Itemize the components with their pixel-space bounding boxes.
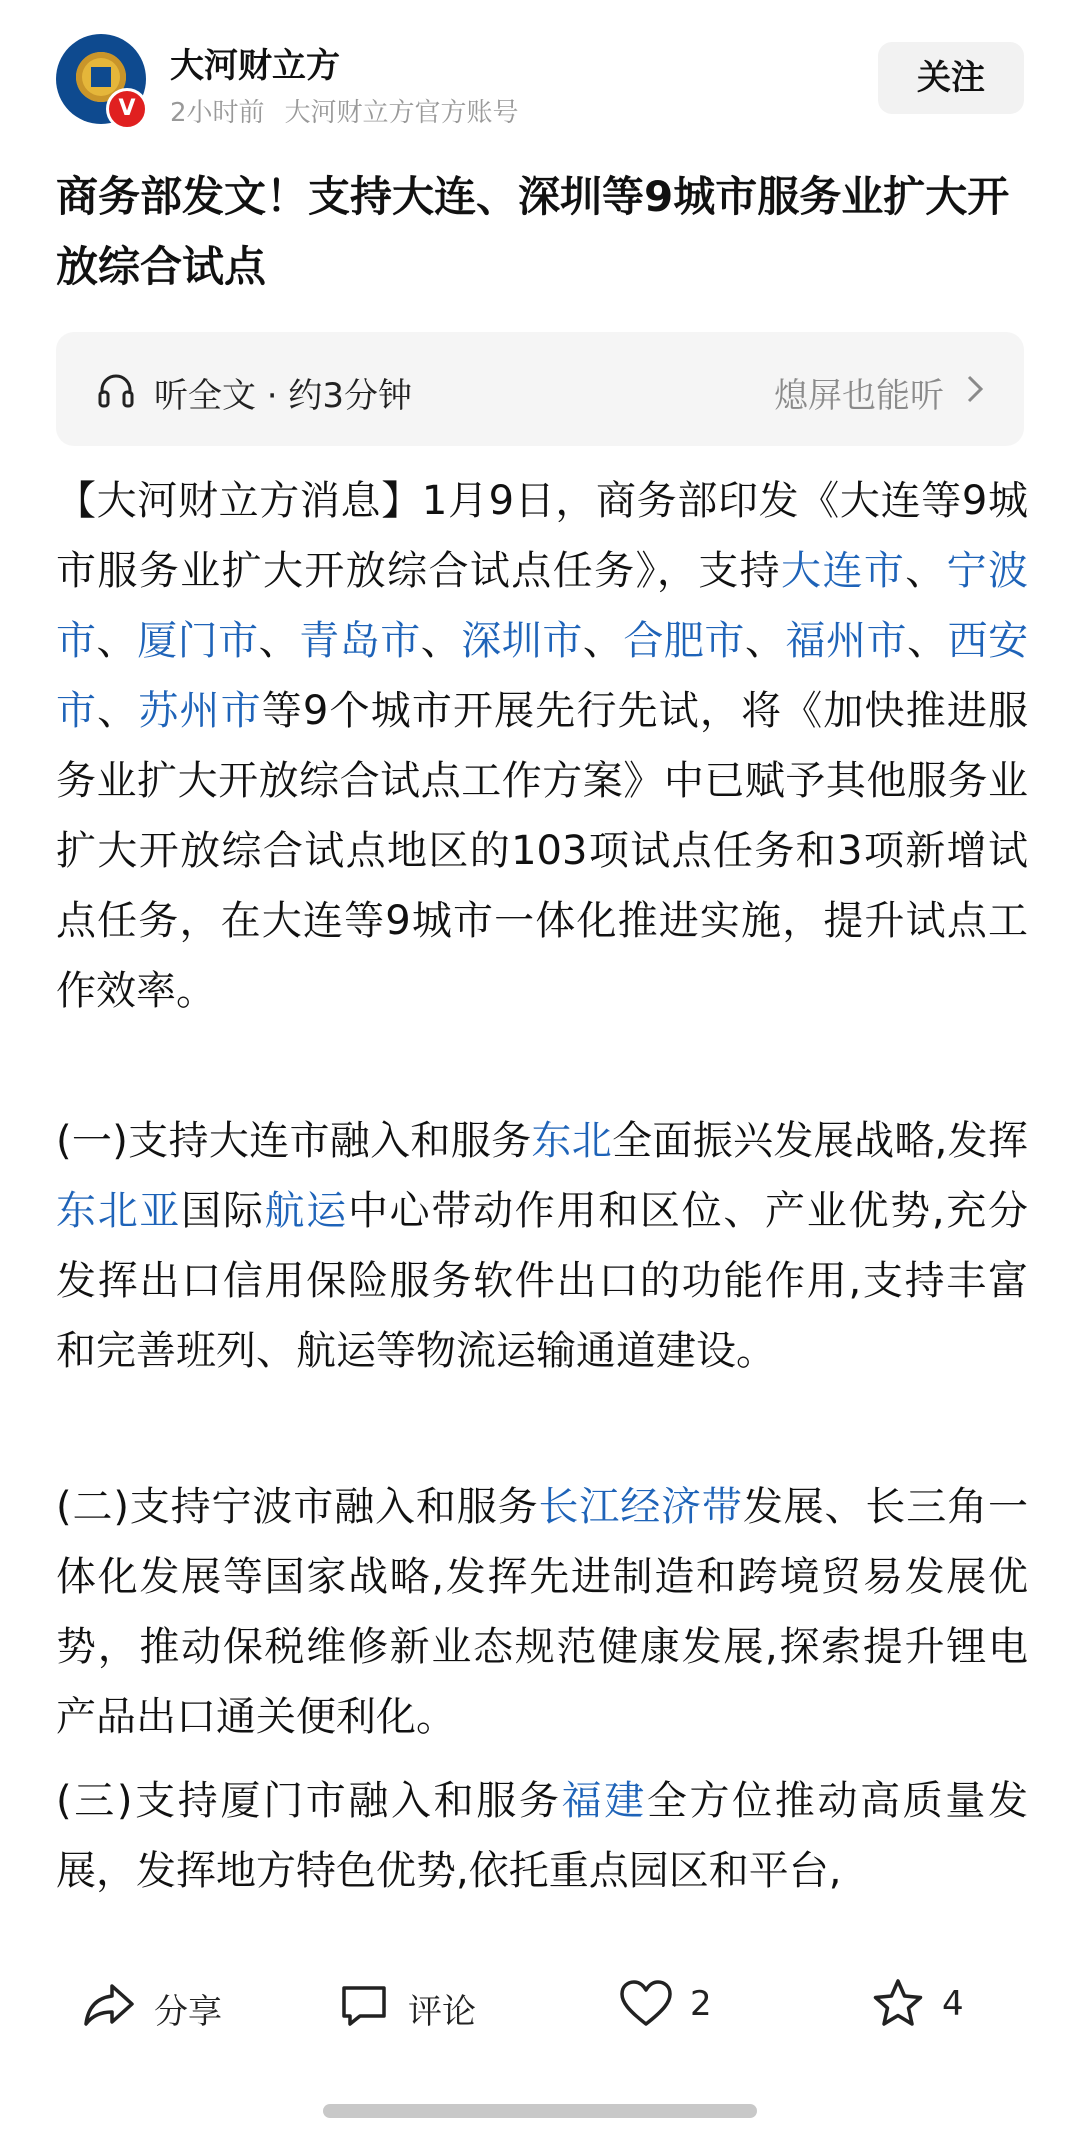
follow-button[interactable]: 关注 (878, 42, 1024, 114)
screen-off-listen-label: 熄屏也能听 (774, 376, 944, 416)
publish-time: 2小时前 (170, 98, 265, 128)
paragraph-text: 中心带动作用和区位、产业优势,充分发挥出口信用保险服务软件出口的功能作用,支持丰富和完善班列、航运等物流运输通道建设。 (56, 1188, 1029, 1374)
inline-link[interactable]: 福建 (561, 1778, 647, 1824)
listen-label: 听全文 · 约3分钟 (154, 376, 413, 416)
inline-link[interactable]: 福州市 (785, 618, 908, 664)
listen-bar[interactable] (56, 332, 1024, 446)
article-paragraph-2 (56, 1106, 1028, 1386)
account-meta (170, 92, 519, 129)
inline-link[interactable]: 苏州市 (138, 688, 262, 734)
like-button[interactable] (618, 1976, 758, 2036)
inline-link[interactable]: 厦门市 (137, 618, 259, 664)
paragraph-text: 等9个城市开展先行先试，将《加快推进服务业扩大开放综合试点工作方案》中已赋予其他服务业扩大开放综合试点地区的103项试点任务和3项新增试点任务，在大连等9城市一体化推进实施，提升试点工作效率。 (56, 688, 1029, 1014)
bottom-action-bar (0, 1956, 1080, 2056)
paragraph-text: 、 (582, 618, 624, 664)
paragraph-text: 、 (420, 618, 462, 664)
comment-label: 评论 (408, 1992, 476, 2032)
article-paragraph-3 (56, 1472, 1028, 1752)
inline-link[interactable]: 东北 (531, 1118, 613, 1164)
share-label: 分享 (154, 1992, 222, 2032)
inline-link[interactable]: 青岛市 (299, 618, 421, 664)
inline-link[interactable]: 长江经济带 (538, 1484, 743, 1530)
favorite-count: 4 (942, 1984, 964, 2024)
paragraph-text: (二)支持宁波市融入和服务 (56, 1484, 539, 1530)
inline-link[interactable]: 大连市 (781, 548, 906, 594)
inline-link[interactable]: 西安市 (56, 618, 1029, 734)
paragraph-text: 全方位推动高质量发展，发挥地方特色优势,依托重点园区和平台, (56, 1778, 1029, 1894)
inline-link[interactable]: 宁波市 (56, 548, 1029, 664)
favorite-button[interactable] (870, 1976, 1010, 2036)
verified-badge: V (106, 88, 148, 130)
paragraph-text: 、 (258, 618, 300, 664)
share-icon (82, 1976, 138, 2032)
comment-icon (336, 1976, 392, 2032)
like-count: 2 (690, 1984, 712, 2024)
article-paragraph-4 (56, 1766, 1028, 1906)
article-paragraph-1 (56, 466, 1028, 1026)
paragraph-text: 国际 (181, 1188, 265, 1234)
paragraph-text: 、 (907, 618, 948, 664)
paragraph-text: 【大河财立方消息】1月9日，商务部印发《大连等9城市服务业扩大开放综合试点任务》，支持 (56, 478, 1028, 594)
headphones-icon (96, 370, 136, 410)
article-header (0, 0, 1080, 150)
inline-link[interactable]: 合肥市 (623, 618, 745, 664)
paragraph-text: 、 (96, 618, 138, 664)
inline-link[interactable]: 深圳市 (461, 618, 583, 664)
paragraph-text: (一)支持大连市融入和服务 (56, 1118, 532, 1164)
paragraph-text: 全面振兴发展战略,发挥 (612, 1118, 1029, 1164)
share-button[interactable] (82, 1976, 282, 2036)
paragraph-text: (三)支持厦门市融入和服务 (56, 1778, 562, 1824)
account-source: 大河财立方官方账号 (284, 98, 519, 128)
inline-link[interactable]: 东北亚 (56, 1188, 182, 1234)
chevron-right-icon (966, 374, 984, 404)
inline-link[interactable]: 航运 (264, 1188, 348, 1234)
comment-button[interactable] (336, 1976, 536, 2036)
heart-icon (618, 1976, 674, 2032)
paragraph-text: 发展、长三角一体化发展等国家战略,发挥先进制造和跨境贸易发展优势，推动保税维修新业态规范健康发展,探索提升锂电产品出口通关便利化。 (56, 1484, 1029, 1740)
star-icon (870, 1976, 926, 2032)
paragraph-text: 、 (97, 688, 139, 734)
paragraph-text: 、 (905, 548, 947, 594)
paragraph-text: 、 (744, 618, 786, 664)
home-indicator (323, 2104, 757, 2118)
article-title: 商务部发文！支持大连、深圳等9城市服务业扩大开放综合试点 (56, 172, 1010, 291)
account-name[interactable]: 大河财立方 (170, 46, 340, 86)
